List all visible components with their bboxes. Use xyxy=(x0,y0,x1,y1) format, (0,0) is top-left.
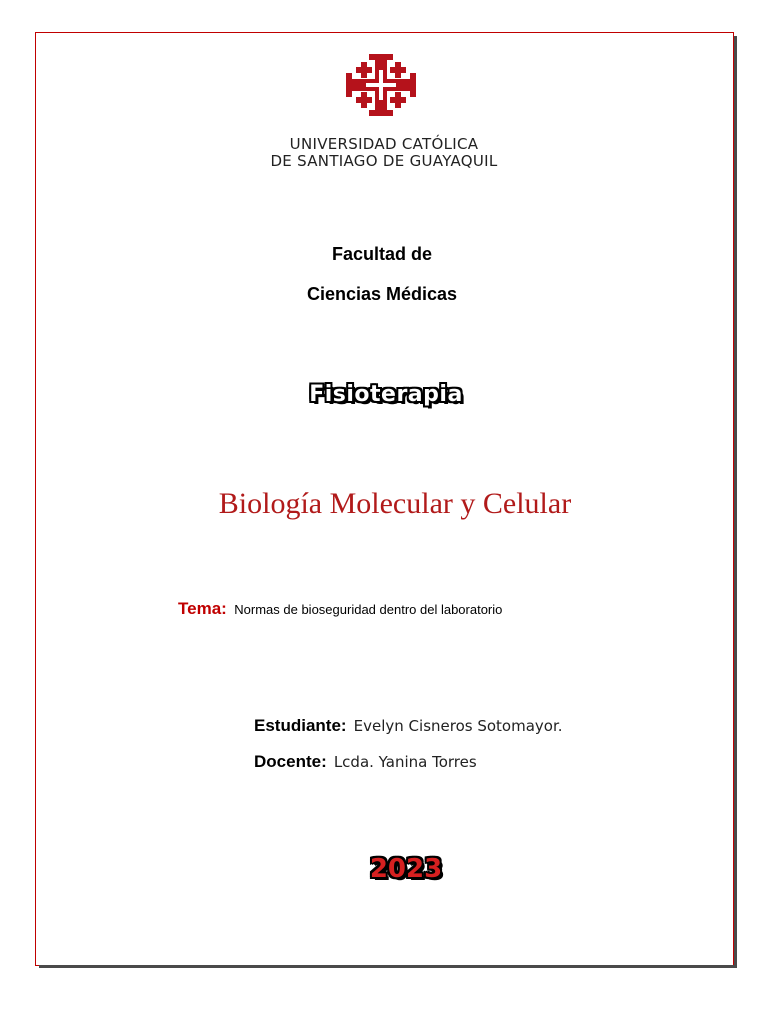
topic-line xyxy=(178,599,502,619)
university-name-line2: DE SANTIAGO DE GUAYAQUIL xyxy=(270,152,498,170)
subject-title: Biología Molecular y Celular xyxy=(218,487,572,520)
teacher-line xyxy=(254,752,477,772)
student-name: Evelyn Cisneros Sotomayor. xyxy=(353,717,563,735)
faculty-line2: Ciencias Médicas xyxy=(306,284,458,304)
topic-value: Normas de bioseguridad dentro del laboratorio xyxy=(234,602,503,617)
year-title: 2023 xyxy=(369,854,443,884)
career-title: Fisioterapia xyxy=(309,382,463,407)
student-label: Estudiante: xyxy=(254,716,347,735)
jerusalem-cross-logo-icon xyxy=(342,52,420,118)
university-name-line1: UNIVERSIDAD CATÓLICA xyxy=(289,135,479,153)
faculty-line1: Facultad de xyxy=(331,244,433,264)
topic-label: Tema: xyxy=(178,599,227,618)
page-border-shadow-bottom xyxy=(39,965,737,968)
teacher-name: Lcda. Yanina Torres xyxy=(333,753,477,771)
student-line xyxy=(254,716,563,736)
teacher-label: Docente: xyxy=(254,752,327,771)
